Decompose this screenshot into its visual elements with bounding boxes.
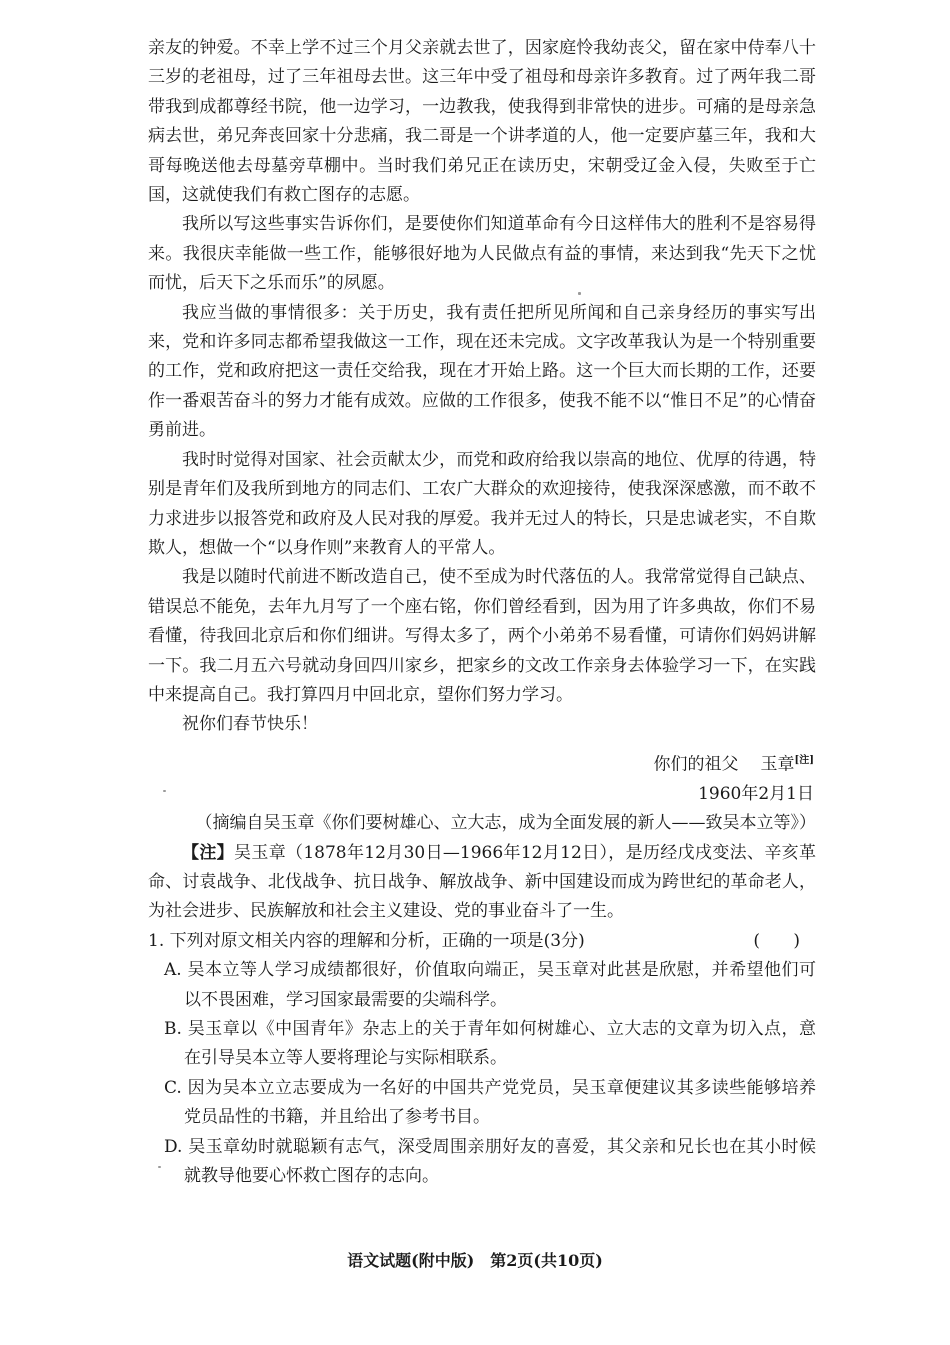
letter-paragraph-5: 我是以随时代前进不断改造自己，使不至成为时代落伍的人。我常常觉得自己缺点、错误总不能免，去年九月写了一个座右铭，你们曾经看到，因为用了许多典故，你们不易看懂，待我回北京后和你们细讲。写得太多了，两个小弟弟不易看懂，可请你们妈妈讲解一下。我二月五六号就动身回四川家乡，把家乡的文改工作亲身去体验学习一下，在实践中来提高自己。我打算四月中回北京，望你们努力学习。 [148, 567, 816, 705]
letter-date: 1960年2月1日 [698, 783, 814, 804]
option-a: A. 吴本立等人学习成绩都很好，价值取向端正，吴玉章对此甚是欣慰，并希望他们可以不畏困难，学习国家最需要的尖端科学。 [164, 960, 816, 1010]
letter-paragraph-3: 我应当做的事情很多：关于历史，我有责任把所见所闻和自己亲身经历的事实写出来，党和许多同志都希望我做这一工作，现在还未完成。文字改革我认为是一个特别重要的工作，党和政府把这一责任交给我，现在才开始上路。这一个巨大而长期的工作，还要作一番艰苦奋斗的努力才能有成效。应做的工作很多，使我不能不以“惟日不足”的心情奋勇前进。 [148, 302, 816, 441]
scan-speck [163, 790, 166, 792]
scan-speck [158, 1166, 161, 1168]
letter-paragraph-2: 我所以写这些事实告诉你们，是要使你们知道革命有今日这样伟大的胜利不是容易得来。我很庆幸能做一些工作，能够很好地为人民做点有益的事情，来达到我“先天下之忧而忧，后天下之乐而乐”的夙愿。 [148, 214, 816, 294]
option-b: B. 吴玉章以《中国青年》杂志上的关于青年如何树雄心、立大志的文章为切入点，意在引导吴本立等人要将理论与实际相联系。 [164, 1019, 816, 1069]
question-1-stem [148, 927, 816, 956]
letter-greeting: 祝你们春节快乐！ [182, 714, 318, 735]
note-tag: 【注】 [182, 842, 235, 863]
page-content [148, 34, 816, 1192]
page-footer: 语文试题(附中版) 第2页(共10页) [347, 1251, 603, 1270]
note-text: 吴玉章（1878年12月30日—1966年12月12日），是历经戊戌变法、辛亥革命、讨袁战争、北伐战争、抗日战争、解放战争、新中国建设而成为跨世纪的革命老人，为社会进步、民族解放和社会主义建设、党的事业奋斗了一生。 [148, 842, 816, 922]
letter-signature [148, 746, 816, 780]
annotation-note [148, 839, 816, 927]
letter-source: （摘编自吴玉章《你们要树雄心、立大志，成为全面发展的新人——致吴本立等》） [195, 813, 816, 834]
question-stem-text: 1. 下列对原文相关内容的理解和分析，正确的一项是(3分) [148, 930, 585, 951]
signature-name: 玉章 [760, 754, 795, 775]
scan-speck [578, 292, 581, 295]
option-c: C. 因为吴本立立志要成为一名好的中国共产党党员，吴玉章便建议其多读些能够培养党员品性的书籍，并且给出了参考书目。 [164, 1077, 816, 1128]
signature-note-mark: [注] [794, 754, 814, 766]
answer-parentheses: ( ) [753, 930, 814, 951]
signature-relation: 你们的祖父 [653, 754, 739, 775]
option-d: D. 吴玉章幼时就聪颖有志气，深受周围亲朋好友的喜爱，其父亲和兄长也在其小时候就教导他要心怀救亡图存的志向。 [164, 1136, 816, 1187]
letter-paragraph-1: 亲友的钟爱。不幸上学不过三个月父亲就去世了，因家庭怜我幼丧父，留在家中侍奉八十三岁的老祖母，过了三年祖母去世。这三年中受了祖母和母亲许多教育。过了两年我二哥带我到成都尊经书院，他一边学习，一边教我，使我得到非常快的进步。可痛的是母亲急病去世，弟兄奔丧回家十分悲痛，我二哥是一个讲孝道的人，他一定要庐墓三年，我和大哥每晚送他去母墓旁草棚中。当时我们弟兄正在读历史，宋朝受辽金入侵，失败至于亡国，这就使我们有救亡图存的志愿。 [148, 38, 816, 206]
letter-paragraph-4: 我时时觉得对国家、社会贡献太少，而党和政府给我以崇高的地位、优厚的待遇，特别是青年们及我所到地方的同志们、工农广大群众的欢迎接待，使我深深感激，而不敢不力求进步以报答党和政府及人民对我的厚爱。我并无过人的特长，只是忠诚老实，不自欺欺人，想做一个“以身作则”来教育人的平常人。 [148, 449, 816, 558]
